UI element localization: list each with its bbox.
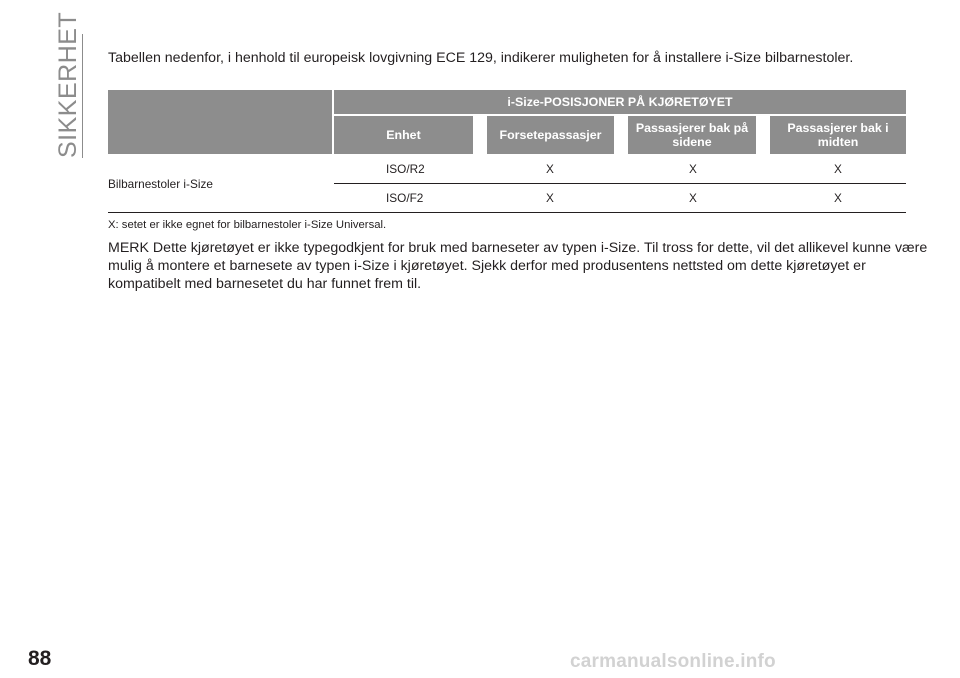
table-row-1-front: X [546, 162, 554, 176]
column-header-rear-sides: Passasjerer bak på sidene [628, 116, 756, 154]
table-row-2-unit: ISO/F2 [386, 191, 424, 205]
note-paragraph: MERK Dette kjøretøyet er ikke typegodkjent for bruk med barneseter av typen i-Size. Til tross for dette, vil det allikevel kunne være mulig å montere et barnesete av typen i-Size i kjøretøyet. Sjekk derfor med produsentens nettsted om dette kjøretøyet er kompatibelt med barnesetet du har funnet frem til. [108, 240, 928, 292]
column-header-rear-middle: Passasjerer bak i midten [770, 116, 906, 154]
table-header-blank [108, 90, 332, 154]
table-footnote: X: setet er ikke egnet for bilbarnestoler i-Size Universal. [108, 219, 387, 231]
row-label-isize-seats: Bilbarnestoler i-Size [108, 177, 213, 191]
table-row-1-rear-sides: X [689, 162, 697, 176]
table-row-1-unit: ISO/R2 [386, 162, 425, 176]
watermark: carmanualsonline.info [570, 651, 776, 672]
table-row-2-front: X [546, 191, 554, 205]
table-row-2-rear-middle: X [834, 191, 842, 205]
table-bottom-rule [108, 212, 906, 213]
page-number: 88 [28, 647, 52, 670]
column-header-unit: Enhet [334, 116, 473, 154]
section-divider [82, 34, 83, 158]
intro-paragraph: Tabellen nedenfor, i henhold til europeisk lovgivning ECE 129, indikerer muligheten for å installere i-Size bilbarnestoler. [108, 50, 854, 66]
column-header-front-passenger: Forsetepassasjer [487, 116, 614, 154]
table-row-2-rear-sides: X [689, 191, 697, 205]
table-group-header: i-Size-POSISJONER PÅ KJØRETØYET [334, 90, 906, 114]
table-row-divider [334, 183, 906, 184]
section-title: SIKKERHET [54, 11, 82, 158]
table-row-1-rear-middle: X [834, 162, 842, 176]
